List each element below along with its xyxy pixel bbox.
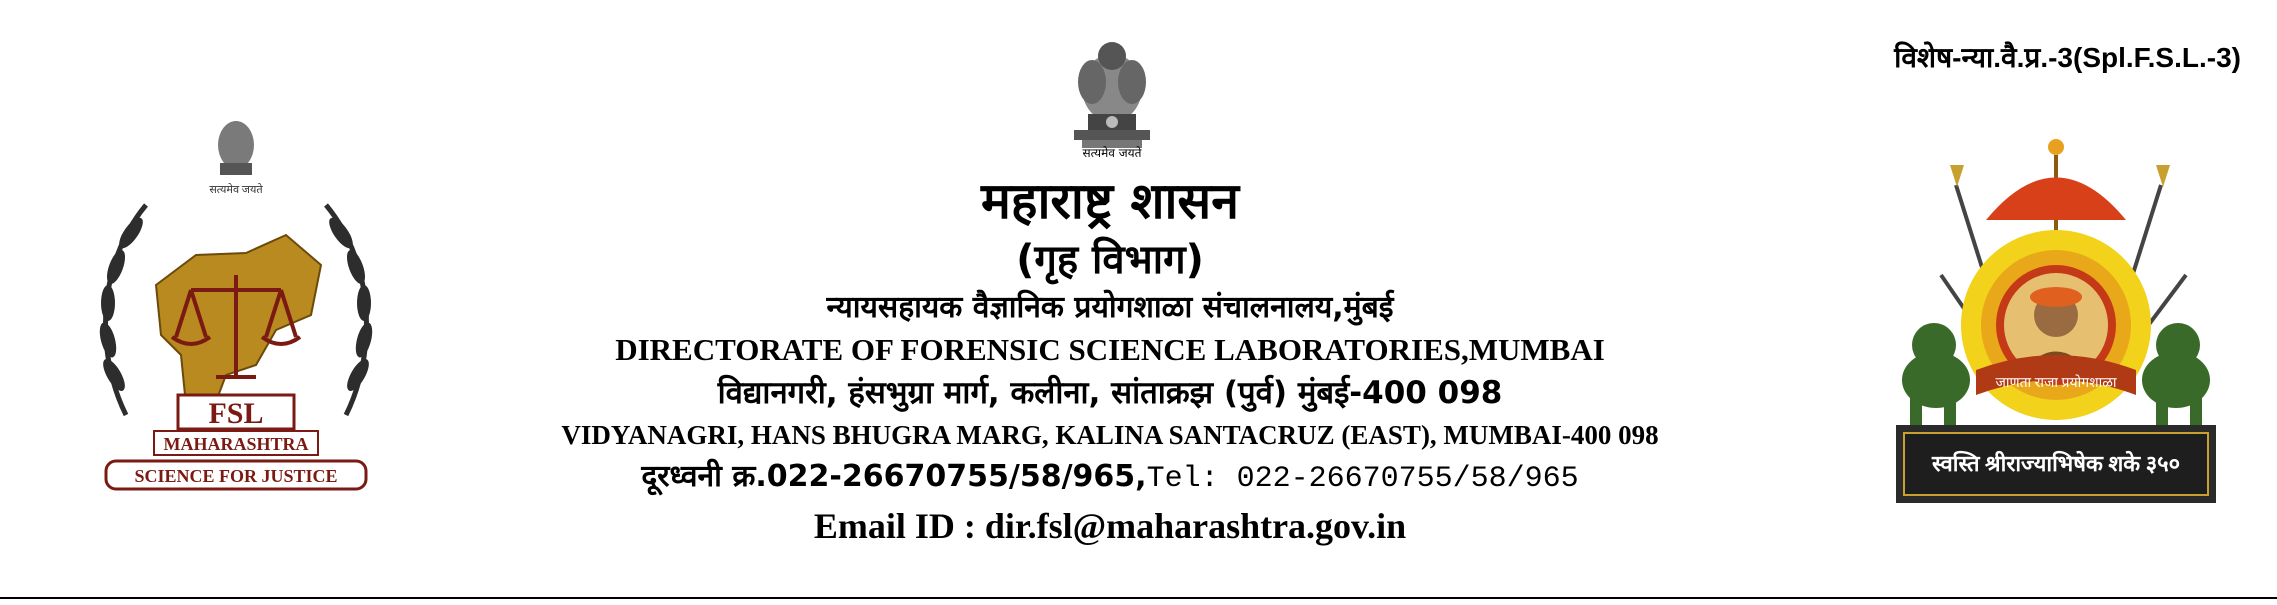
royal-umbrella-icon [1986,139,2126,245]
phone-english: Tel: 022-26670755/58/965 [1146,462,1579,496]
directorate-english: DIRECTORATE OF FORENSIC SCIENCE LABORATORIES,MUMBAI [615,332,1605,367]
left-logo-line2: MAHARASHTRA [163,434,309,454]
right-logo-banner: स्वस्ति श्रीराज्याभिषेक शके ३५० [1931,451,2181,476]
phone-marathi: दूरध्वनी क्र.022-26670755/58/965, [641,459,1147,494]
department-name: (गृह विभाग) [1016,237,1204,283]
small-emblem-icon [218,121,254,175]
left-logo-motto: सत्यमेव जयते [209,184,263,196]
left-logo-line3: SCIENCE FOR JUSTICE [134,466,338,486]
lion-right-icon [2142,323,2210,429]
emblem-motto: सत्यमेव जयते [1082,146,1142,160]
header-divider [0,597,2277,599]
address-marathi: विद्यानगरी, हंसभुग्रा मार्ग, कलीना, सांताक्रझ (पुर्व) मुंबई-400 098 [717,375,1503,411]
fsl-logo [86,115,386,495]
email-line: Email ID : dir.fsl@maharashtra.gov.in [813,506,1407,546]
lion-left-icon [1902,323,1970,429]
directorate-marathi: न्यायसहायक वैज्ञानिक प्रयोगशाळा संचालनालय,मुंबई [826,290,1394,325]
left-logo-line1: FSL [208,397,264,430]
letterhead-text [400,168,1820,550]
form-code: विशेष-न्या.वै.प्र.-3(Spl.F.S.L.-3) [1894,42,2241,73]
address-english: VIDYANAGRI, HANS BHUGRA MARG, KALINA SANTACRUZ (EAST), MUMBAI-400 098 [561,420,1659,450]
govt-name: महाराष्ट्र शासन [981,172,1239,230]
rajyabhishek-logo [1886,125,2226,515]
right-logo-ribbon: जाणता राजा प्रयोगशाळा [1995,376,2117,391]
phone-line [400,454,1820,502]
